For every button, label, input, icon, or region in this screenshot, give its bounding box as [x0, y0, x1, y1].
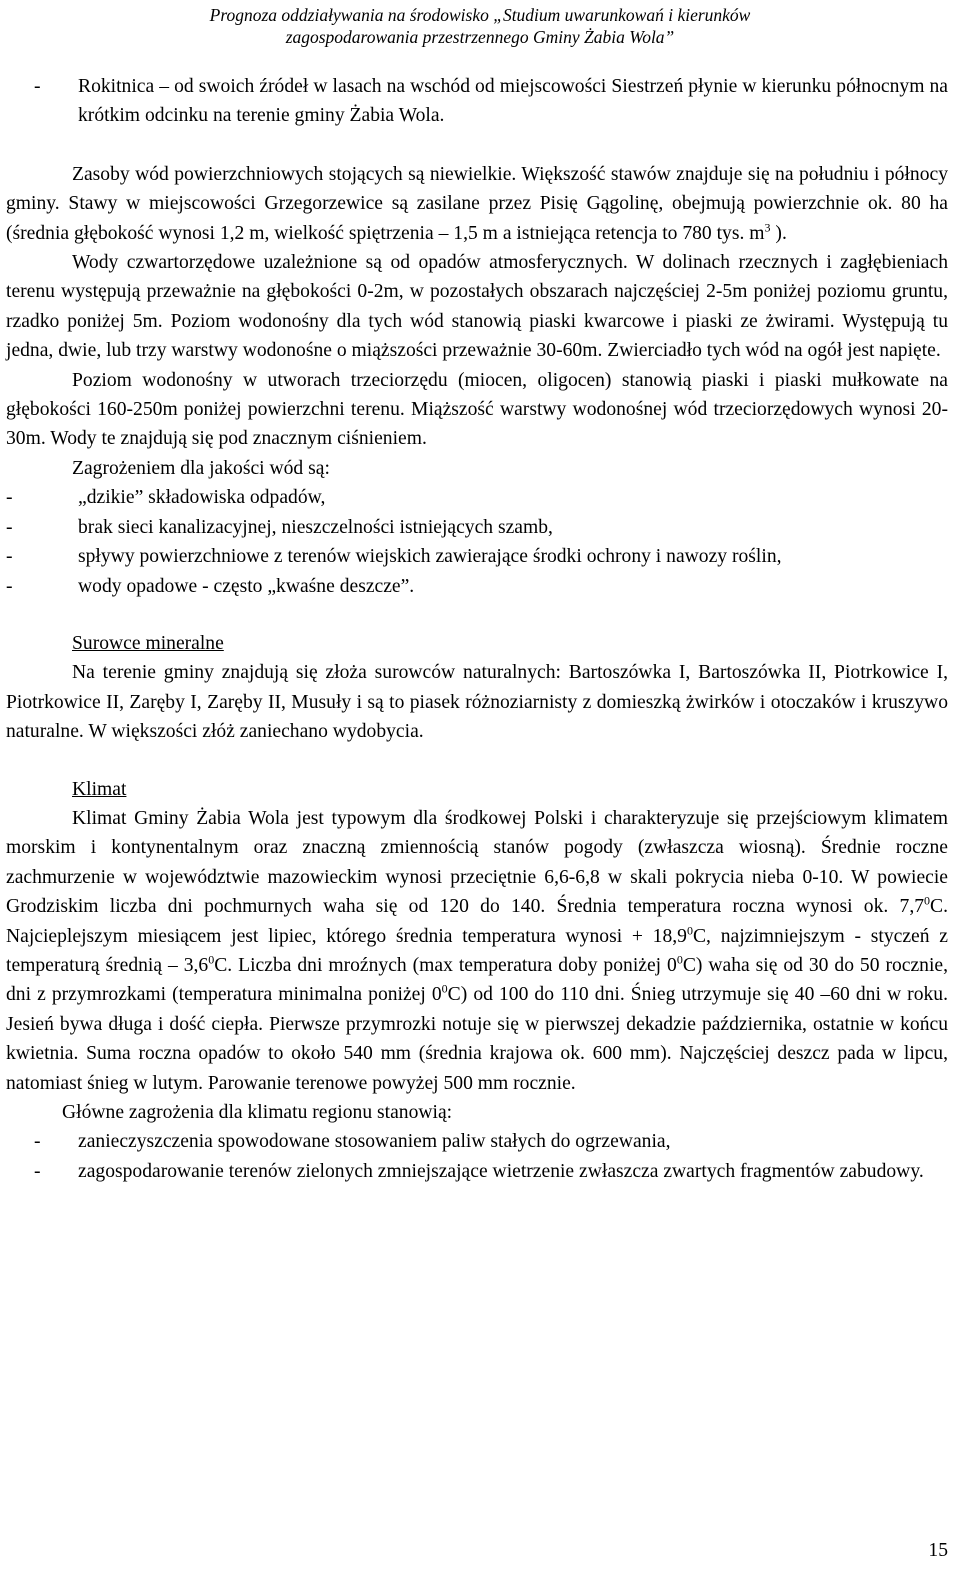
list-dash: - [34, 1160, 41, 1182]
list-item: - zagospodarowanie terenów zielonych zmniejszające wietrzenie zwłaszcza zwartych fragmentów zabudowy. [6, 1157, 948, 1186]
list-dash: - [6, 516, 13, 538]
climate-threats-intro: Główne zagrożenia dla klimatu regionu stanowią: [62, 1102, 453, 1123]
water-threats-intro: Zagrożeniem dla jakości wód są: [72, 457, 330, 479]
list-item: - spływy powierzchniowe z terenów wiejskich zawierające środki ochrony i nawozy roślin, [6, 542, 948, 571]
water-paragraph-1: Zasoby wód powierzchniowych stojących są niewielkie. Większość stawów znajduje się na południu i północy gminy. Stawy w miejscowości Grzegorzewice są zasilane przez Pisię Gągolinę, obejmują powierzchnie ok. 80 ha (średnia głębokość wynosi 1,2 m, wielkość spiętrzenia – 1,5 m a istniejąca retencja to 780 tys. $m^3$ ). [6, 163, 948, 244]
superscript: 3 [764, 220, 771, 235]
page-number: 15 [928, 1540, 948, 1561]
header-line-1: Prognoza oddziaływania na środowisko „Studium uwarunkowań i kierunków [209, 5, 751, 25]
list-item: - zanieczyszczenia spowodowane stosowaniem paliw stałych do ogrzewania, [6, 1127, 948, 1156]
degree-superscript: 0 [924, 893, 931, 908]
river-list-item [6, 72, 948, 131]
degree-superscript: 0 [441, 981, 448, 996]
climate-paragraph: Klimat Gminy Żabia Wola jest typowym dla środkowej Polski i charakteryzuje się przejściowym klimatem morskim i kontynentalnym oraz znaczną zmiennością stanów pogody (zwłaszcza wiosną). Średnie roczne zachmurzenie w województwie mazowieckim wynosi przeciętnie 6,6-6,8 w skali pokrycia nieba 0-10. W powiecie Grodziskim liczba dni pochmurnych waha się od 120 do 140. Średnia temperatura roczna wynosi ok. $7,7^0C$. Najcieplejszym miesiącem jest lipiec, którego średnia temperatura wynosi + $18,9^0C$, najzimniejszym - styczeń z temperaturą średnią – $3,6^0C$. Liczba dni mroźnych (max temperatura doby poniżej $0^0C$) waha się od 30 do 50 rocznie, dni z przymrozkami (temperatura minimalna poniżej $0^0C$) od 100 do 110 dni. Śnieg utrzymuje się 40 –60 dni w roku. Jesień bywa długa i dość ciepła. Pierwsze przymrozki notuje się w pierwszej dekadzie października, ostatnie w końcu kwietnia. Suma roczna opadów to około 540 mm (średnia krajowa ok. 600 mm). Najczęściej deszcz pada w lipcu, natomiast śnieg w lutym. Parowanie terenowe powyżej 500 mm rocznie. [6, 807, 949, 1094]
water-paragraph-3: Poziom wodonośny w utworach trzeciorzędu (miocen, oligocen) stanowią piaski i piaski mułkowate na głębokości 160-250m poniżej powierzchni terenu. Miąższość warstwy wodonośnej wód trzeciorzędowych wynosi 20-30m. Wody te znajdują się pod znacznym ciśnieniem. [6, 369, 948, 450]
list-dash: - [34, 76, 41, 97]
river-rokitnica-text: Rokitnica – od swoich źródeł w lasach na wschód od miejscowości Siestrzeń płynie w kierunku północnym na krótkim odcinku na terenie gminy Żabia Wola. [78, 76, 948, 127]
minerals-paragraph: Na terenie gminy znajdują się złoża surowców naturalnych: Bartoszówka I, Bartoszówka II, Piotrkowice I, Piotrkowice II, Zaręby I, Zaręby II, Musuły i są to piasek różnoziarnisty z domieszką żwirków i otoczaków i kruszywo naturalne. W większości złóż zaniechano wydobycia. [6, 662, 948, 743]
list-item: - brak sieci kanalizacyjnej, nieszczelności istniejących szamb, [6, 513, 948, 542]
section-title-climate: Klimat [72, 778, 127, 800]
water-paragraph-2: Wody czwartorzędowe uzależnione są od opadów atmosferycznych. W dolinach rzecznych i zagłębieniach terenu występują przeważnie na głębokości 0-2m, w pozostałych obszarach najczęściej 2-5m poniżej poziomu gruntu, rzadko poniżej 5m. Poziom wodonośny dla tych wód stanowią piaski kwarcowe i piaski ze żwirami. Występują tu jedna, dwie, lub trzy warstwy wodonośne o miąższości przeważnie 30-60m. Zwierciadło tych wód na ogół jest napięte. [6, 252, 948, 362]
header-line-2: zagospodarowania przestrzennego Gminy Żabia Wola” [285, 27, 675, 47]
running-header [0, 4, 960, 48]
list-dash: - [6, 546, 13, 568]
list-dash: - [6, 487, 13, 509]
water-threats-list [6, 483, 948, 601]
list-item: - „dzikie” składowiska odpadów, [6, 483, 948, 512]
list-dash: - [34, 1131, 41, 1153]
list-dash: - [6, 575, 13, 597]
list-item: - wody opadowe - często „kwaśne deszcze”. [6, 572, 948, 601]
degree-superscript: 0 [686, 923, 693, 938]
document-body [6, 72, 948, 1186]
degree-superscript: 0 [676, 952, 683, 967]
section-title-minerals: Surowce mineralne [72, 632, 224, 654]
climate-threats-list [6, 1127, 948, 1186]
degree-superscript: 0 [208, 952, 215, 967]
